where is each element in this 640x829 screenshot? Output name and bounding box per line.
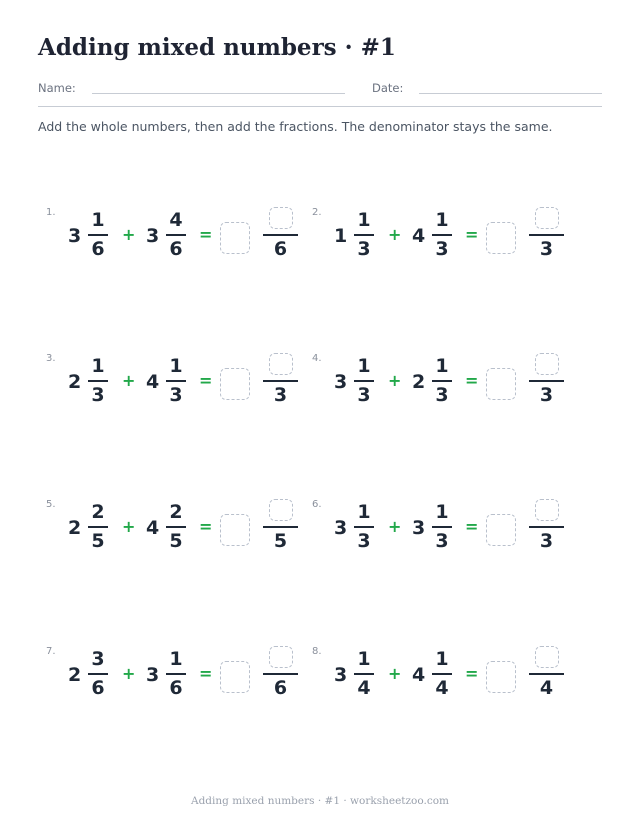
addend-a-whole: 3 [68,225,82,247]
problem-number: 6. [312,499,322,510]
problem-number: 8. [312,646,322,657]
plus-sign: + [388,664,402,683]
addend-b-denominator: 3 [435,530,449,552]
answer-numerator-box[interactable] [535,207,559,229]
problem-number: 7. [46,646,56,657]
answer-denominator: 5 [273,530,288,552]
fraction-bar [354,673,374,675]
answer-numerator-box[interactable] [535,646,559,668]
answer-whole-box[interactable] [486,222,516,254]
answer-fraction-bar [263,380,298,382]
addend-b-denominator: 5 [169,530,183,552]
answer-numerator-box[interactable] [269,499,293,521]
fraction-bar [354,234,374,236]
addend-a-whole: 3 [334,371,348,393]
addend-b-whole: 4 [412,664,426,686]
answer-numerator-box[interactable] [269,207,293,229]
fraction-bar [166,673,186,675]
addend-a-numerator: 1 [357,648,371,670]
problem-6 [312,499,572,563]
fraction-bar [88,673,108,675]
addend-a-whole: 3 [334,517,348,539]
problem-number: 1. [46,207,56,218]
date-field[interactable] [419,93,602,94]
addend-b-numerator: 2 [169,501,183,523]
addend-a-numerator: 1 [357,501,371,523]
answer-numerator-box[interactable] [269,646,293,668]
answer-whole-box[interactable] [486,368,516,400]
problem-8 [312,646,572,710]
problem-number: 3. [46,353,56,364]
equals-sign: = [199,517,213,536]
answer-fraction-bar [529,380,564,382]
answer-denominator: 6 [273,238,288,260]
plus-sign: + [122,517,136,536]
answer-whole-box[interactable] [220,368,250,400]
fraction-bar [88,380,108,382]
addend-b-numerator: 1 [435,648,449,670]
fraction-bar [432,380,452,382]
plus-sign: + [122,225,136,244]
answer-fraction-bar [263,526,298,528]
addend-a-denominator: 3 [357,530,371,552]
addend-b-denominator: 4 [435,677,449,699]
addend-a-denominator: 6 [91,238,105,260]
equals-sign: = [199,664,213,683]
problem-number: 5. [46,499,56,510]
fraction-bar [88,234,108,236]
answer-whole-box[interactable] [220,661,250,693]
answer-numerator-box[interactable] [535,499,559,521]
plus-sign: + [388,225,402,244]
addend-a-numerator: 1 [357,209,371,231]
addend-b-denominator: 3 [435,238,449,260]
addend-b-numerator: 1 [169,355,183,377]
addend-a-denominator: 3 [357,238,371,260]
addend-b-whole: 4 [146,371,160,393]
answer-numerator-box[interactable] [269,353,293,375]
answer-whole-box[interactable] [220,514,250,546]
addend-a-whole: 2 [68,371,82,393]
answer-denominator: 3 [539,238,554,260]
addend-b-whole: 4 [146,517,160,539]
fraction-bar [354,380,374,382]
answer-denominator: 3 [539,530,554,552]
answer-denominator: 6 [273,677,288,699]
addend-b-numerator: 1 [435,501,449,523]
header-divider [38,106,602,107]
equals-sign: = [465,371,479,390]
problem-4 [312,353,572,417]
plus-sign: + [388,371,402,390]
addend-a-whole: 1 [334,225,348,247]
addend-b-numerator: 4 [169,209,183,231]
addend-b-whole: 2 [412,371,426,393]
answer-whole-box[interactable] [486,514,516,546]
equals-sign: = [199,225,213,244]
answer-denominator: 3 [539,384,554,406]
fraction-bar [166,380,186,382]
addend-a-denominator: 4 [357,677,371,699]
addend-a-whole: 2 [68,517,82,539]
addend-a-numerator: 2 [91,501,105,523]
addend-a-whole: 3 [334,664,348,686]
instructions: Add the whole numbers, then add the fractions. The denominator stays the same. [38,119,553,134]
equals-sign: = [465,664,479,683]
problem-1 [46,207,306,271]
answer-fraction-bar [529,234,564,236]
problem-number: 4. [312,353,322,364]
answer-whole-box[interactable] [220,222,250,254]
fraction-bar [432,673,452,675]
problem-3 [46,353,306,417]
addend-b-numerator: 1 [169,648,183,670]
addend-b-denominator: 3 [435,384,449,406]
answer-whole-box[interactable] [486,661,516,693]
answer-denominator: 3 [273,384,288,406]
fraction-bar [88,526,108,528]
answer-fraction-bar [263,234,298,236]
addend-a-denominator: 6 [91,677,105,699]
page-title: Adding mixed numbers · #1 [38,34,396,61]
addend-a-numerator: 1 [357,355,371,377]
name-label: Name: [38,81,76,95]
addend-a-numerator: 3 [91,648,105,670]
problem-5 [46,499,306,563]
problem-2 [312,207,572,271]
addend-b-numerator: 1 [435,355,449,377]
answer-fraction-bar [529,526,564,528]
addend-b-numerator: 1 [435,209,449,231]
name-field[interactable] [92,93,345,94]
equals-sign: = [465,225,479,244]
addend-a-numerator: 1 [91,209,105,231]
addend-a-denominator: 3 [91,384,105,406]
addend-b-whole: 3 [146,664,160,686]
equals-sign: = [199,371,213,390]
addend-b-denominator: 6 [169,677,183,699]
answer-fraction-bar [263,673,298,675]
addend-b-denominator: 3 [169,384,183,406]
answer-numerator-box[interactable] [535,353,559,375]
addend-a-denominator: 5 [91,530,105,552]
plus-sign: + [122,664,136,683]
answer-fraction-bar [529,673,564,675]
addend-b-denominator: 6 [169,238,183,260]
addend-a-numerator: 1 [91,355,105,377]
addend-b-whole: 4 [412,225,426,247]
fraction-bar [166,526,186,528]
addend-a-whole: 2 [68,664,82,686]
fraction-bar [354,526,374,528]
date-label: Date: [372,81,404,95]
addend-b-whole: 3 [146,225,160,247]
problem-number: 2. [312,207,322,218]
plus-sign: + [122,371,136,390]
addend-a-denominator: 3 [357,384,371,406]
plus-sign: + [388,517,402,536]
problem-7 [46,646,306,710]
fraction-bar [166,234,186,236]
equals-sign: = [465,517,479,536]
addend-b-whole: 3 [412,517,426,539]
answer-denominator: 4 [539,677,554,699]
fraction-bar [432,526,452,528]
fraction-bar [432,234,452,236]
footer: Adding mixed numbers · #1 · worksheetzoo.com [190,795,450,807]
